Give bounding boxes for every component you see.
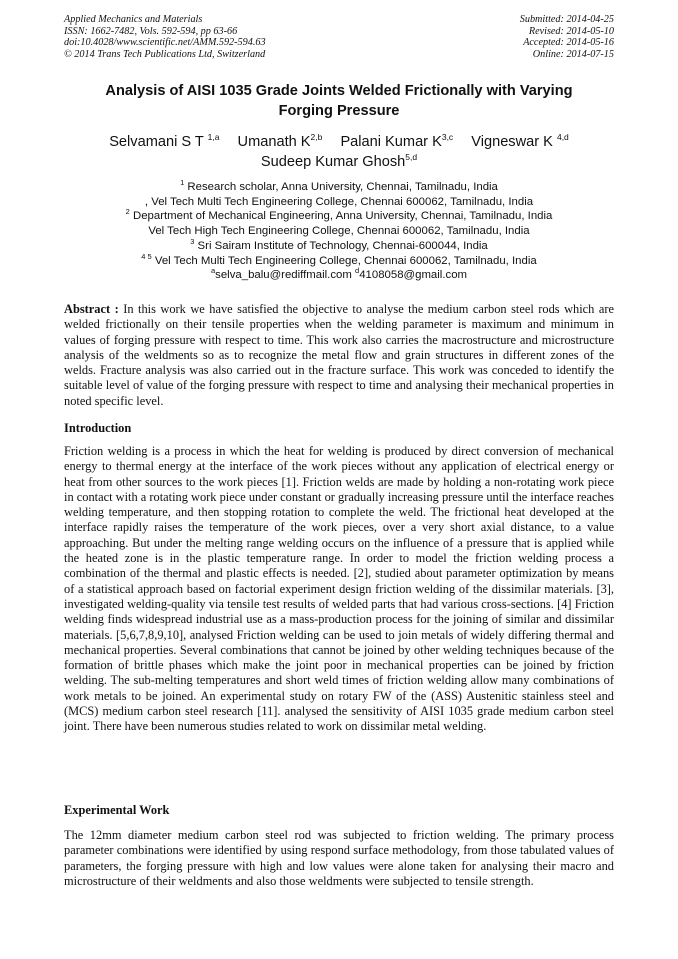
abstract — [64, 302, 614, 409]
affiliation: $^{4 5}$ Vel Tech Multi Tech Engineering College, Chennai 600062, Tamilnadu, India — [141, 251, 537, 267]
affiliation: $^2$ Department of Mechanical Engineering, Anna University, Chennai, Tamilnadu, India — [125, 207, 553, 223]
affiliation: $^1$ Research scholar, Anna University, Chennai, Tamilnadu, India — [180, 178, 498, 193]
affiliation: Vel Tech High Tech Engineering College, Chennai 600062, Tamilnadu, India — [148, 225, 530, 238]
affiliation: , Vel Tech Multi Tech Engineering College, Chennai 600062, Tamilnadu, India — [144, 195, 534, 208]
introduction-paragraph: Friction welding is a process in which the heat for welding is produced by direct conversion of mechanical energy to thermal energy at the interface of the work pieces without any application of electrical energy or heat from other sources to the work pieces [1]. Friction welds are made by holding a non-rotating work piece in contact with a rotating work piece under constant or gradually increasing pressure until the interface reaches welding temperature, and then stopping rotation to complete the weld. The frictional heat developed at the interface rapidly raises the temperature of the work pieces, over a very short axial distance, to a value approaching. But under the melting range welding occurs on the influence of a pressure that is applied while the heated zone is in the plastic temperature range. In order to model the friction welding process a combination of the thermal and plastic effects is needed. [2], studied about parameter optimization by means of a statistical approach based on factorial experiment design friction welding of the dissimilar materials. [3], investigated welding-quality via tensile test results of welded parts that had various cross-sections. [4] Friction welding finds widespread industrial use as a mass-production process for the joining of similar and dissimilar materials. [5,6,7,8,9,10], analysed Friction welding can be used to join metals of widely differing thermal and mechanical properties. Several combinations that cannot be joined by other welding techniques because of the formation of brittle phases which make the joint poor in mechanical properties can be joined by friction welding. The sub-melting temperatures and short weld times of friction welding allow many combinations of work metals to be joined. An experimental study on rotary FW of the (ASS) Austenitic stainless steel and (MCS) medium carbon steel research [11]. analysed the sensitivity of AISI 1035 grade medium carbon steel joint. There have been numerous studies related to work on dissimilar metal welding. — [64, 444, 614, 734]
experimental-paragraph: The 12mm diameter medium carbon steel rod was subjected to friction welding. The primary process parameter combinations were identified by using respond surface methodology, from those tabulated values of parameters, the forging pressure with high and low values were alone taken for analysing their macro and microstructure of their weldments and also those weldments were subjected to tensile strength. — [64, 828, 614, 888]
author: Selvamani S T $^{1,a}$ — [109, 132, 220, 150]
author: Vigneswar K $^{4,d}$ — [471, 132, 569, 150]
affiliation: $^3$ Sri Sairam Institute of Technology, Chennai-600044, India — [190, 236, 488, 252]
online-date: Online: 2014-07-15 — [532, 48, 614, 60]
paper-title-line-2: Forging Pressure — [278, 103, 400, 119]
author-emails: $^a$selva_balu@rediffmail.com $^d$4108058@gmail.com — [210, 266, 468, 282]
email-d[interactable]: 4108058@gmail.com — [359, 269, 468, 282]
submitted-date: Submitted: 2014-04-25 — [519, 14, 614, 25]
abstract-text: In this work we have satisfied the objective to analyse the medium carbon steel rods which are welded frictionally on their tensile properties when the welding parameter is maximum and minimum in values of forging pressure with respect to time. This work also carries the macrostructure and microstructure analysis of the weldments so as to recognize the metal flow and grain structures in different zones of the welds. Fracture analysis was also carried out in the fracture surface. This work was conceded to identify the suitable level of value of the forging pressure with respect to time and analysing their mechanical properties in noted specific level. — [64, 302, 614, 408]
affiliation-list — [40, 180, 638, 283]
doi-line: doi:10.4028/www.scientific.net/AMM.592-594.63 — [64, 37, 266, 49]
revised-date: Revised: 2014-05-10 — [528, 25, 614, 37]
journal-header-right — [520, 14, 614, 60]
paper-title-line-1: Analysis of AISI 1035 Grade Joints Welded Frictionally with Varying — [105, 83, 573, 99]
abstract-label: Abstract : — [64, 302, 119, 316]
email-a[interactable]: selva_balu@rediffmail.com — [215, 269, 356, 282]
paper-title — [40, 81, 638, 121]
journal-header-left — [64, 14, 266, 60]
author: Umanath K$^{2,b}$ — [237, 132, 323, 150]
author: Sudeep Kumar Ghosh$^{5,d}$ — [260, 152, 418, 170]
issn-line: ISSN: 1662-7482, Vols. 592-594, pp 63-66 — [64, 25, 238, 37]
section-heading-introduction: Introduction — [64, 421, 132, 435]
section-heading-experimental-work: Experimental Work — [64, 803, 170, 817]
accepted-date: Accepted: 2014-05-16 — [523, 37, 614, 49]
journal-name: Applied Mechanics and Materials — [64, 14, 203, 25]
copyright-line: © 2014 Trans Tech Publications Ltd, Switzerland — [64, 48, 266, 60]
author: Palani Kumar K$^{3,c}$ — [340, 132, 454, 150]
author-list — [40, 132, 638, 172]
